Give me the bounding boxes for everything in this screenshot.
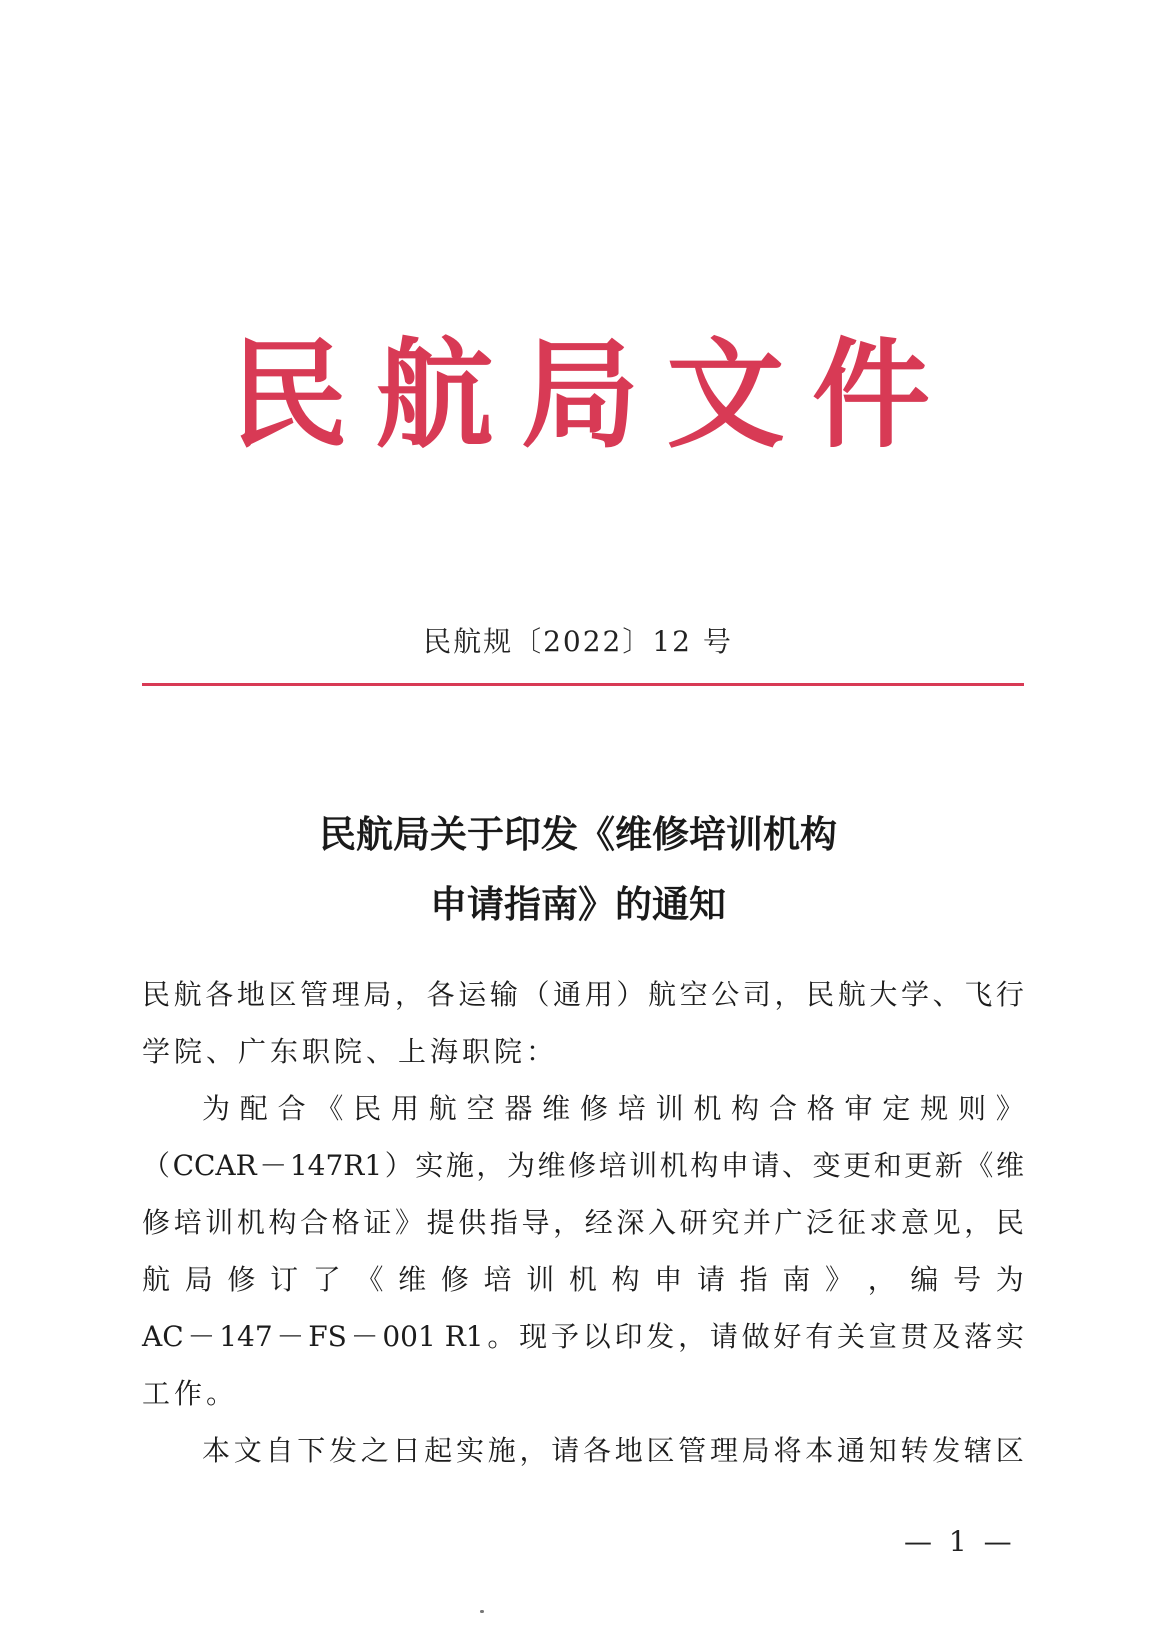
body-char: ，	[519, 1434, 548, 1467]
body-char: 指	[489, 1206, 518, 1239]
body-char: 为	[995, 1263, 1024, 1296]
body-char: 起	[424, 1434, 453, 1467]
body-char: 构	[268, 1206, 297, 1239]
body-char: 培	[483, 1263, 512, 1296]
body-char: 飞	[964, 978, 993, 1011]
body-char: ）	[616, 978, 645, 1011]
body-char: ，	[553, 1206, 582, 1239]
body-char: AC	[142, 1320, 184, 1353]
body-char: 训	[629, 1149, 658, 1182]
body-char: 印	[614, 1320, 643, 1353]
body-char: 》	[825, 1263, 854, 1296]
body-char: 发	[329, 1434, 358, 1467]
body-char: ，	[678, 1320, 707, 1353]
body-char: 维	[398, 1263, 427, 1296]
body-char: ，	[964, 1206, 993, 1239]
body-char: 入	[648, 1206, 677, 1239]
body-char: 文	[233, 1434, 262, 1467]
body-char: 修	[142, 1206, 171, 1239]
body-char: 培	[173, 1206, 202, 1239]
body-char: 请	[551, 1434, 580, 1467]
body-char: （	[142, 1149, 171, 1182]
body-char: 泛	[806, 1206, 835, 1239]
page-number: — 1 —	[904, 1525, 1016, 1558]
body-char: 实	[456, 1434, 485, 1467]
body-char: 导	[521, 1206, 550, 1239]
body-char: 为	[202, 1092, 231, 1125]
body-char: 、	[782, 1149, 811, 1182]
body-char: 大	[869, 978, 898, 1011]
body-char: 局	[363, 978, 392, 1011]
body-char: 下	[297, 1434, 326, 1467]
body-line	[142, 1203, 1024, 1243]
body-char: 编	[910, 1263, 939, 1296]
body-char: 构	[731, 1092, 760, 1125]
body-char: 局	[184, 1263, 213, 1296]
masthead-char: 局	[520, 326, 639, 464]
body-char: 民	[806, 978, 835, 1011]
body-line	[202, 1089, 1024, 1129]
body-char: 管	[678, 1434, 707, 1467]
body-char: 维	[542, 1092, 571, 1125]
body-char: 深	[616, 1206, 645, 1239]
notice-title	[0, 800, 1156, 940]
body-char: 训	[526, 1263, 555, 1296]
body-char: 审	[844, 1092, 873, 1125]
body-char: 机	[659, 1149, 688, 1182]
body-char: 训	[655, 1092, 684, 1125]
body-char: 器	[504, 1092, 533, 1125]
body-char: 请	[751, 1149, 780, 1182]
body-char: 发	[646, 1320, 675, 1353]
body-char: 广	[774, 1206, 803, 1239]
body-char: 提	[426, 1206, 455, 1239]
body-char: CCAR	[172, 1149, 257, 1182]
body-char: 合	[768, 1092, 797, 1125]
body-char: 做	[741, 1320, 770, 1353]
body-char: 实	[995, 1320, 1024, 1353]
body-char: ）	[384, 1149, 413, 1182]
body-char: 地	[236, 978, 265, 1011]
body-char: 请	[709, 1320, 738, 1353]
body-char: 各	[426, 978, 455, 1011]
body-char: 为	[506, 1149, 535, 1182]
body-char: 订	[270, 1263, 299, 1296]
body-char: 合	[277, 1092, 306, 1125]
body-line	[202, 1431, 1024, 1471]
body-char: 请	[696, 1263, 725, 1296]
body-char: 行	[995, 978, 1024, 1011]
body-char: ，	[395, 978, 424, 1011]
body-char: 》	[995, 1092, 1024, 1125]
body-char: 现	[519, 1320, 548, 1353]
masthead-char: 文	[666, 326, 785, 464]
body-line	[142, 1317, 1024, 1357]
body-char: 并	[742, 1206, 771, 1239]
body-char: 号	[953, 1263, 982, 1296]
body-char: 修	[227, 1263, 256, 1296]
body-char: 空	[466, 1092, 495, 1125]
body-char: 维	[537, 1149, 566, 1182]
body-char: 机	[693, 1092, 722, 1125]
body-char: 构	[690, 1149, 719, 1182]
body-line	[142, 1146, 1024, 1186]
body-char: 日	[392, 1434, 421, 1467]
body-char: 区	[995, 1434, 1024, 1467]
body-char: 管	[300, 978, 329, 1011]
body-char: 输	[489, 978, 518, 1011]
body-char: 知	[868, 1434, 897, 1467]
body-char: 本	[805, 1434, 834, 1467]
body-char: 配	[239, 1092, 268, 1125]
body-char: 航	[648, 978, 677, 1011]
body-char: 《	[355, 1263, 384, 1296]
body-char: 之	[360, 1434, 389, 1467]
body-char: 空	[679, 978, 708, 1011]
body-char: 究	[711, 1206, 740, 1239]
body-char: 了	[312, 1263, 341, 1296]
body-char: 民	[353, 1092, 382, 1125]
body-char: ，	[867, 1263, 896, 1296]
body-char: 001 R1	[382, 1320, 484, 1353]
body-char: 培	[617, 1092, 646, 1125]
masthead-char: 件	[811, 326, 930, 464]
body-char: 修	[568, 1149, 597, 1182]
body-char: 、	[932, 978, 961, 1011]
body-char: 航	[173, 978, 202, 1011]
body-char: 局	[741, 1434, 770, 1467]
body-char: 用	[584, 978, 613, 1011]
body-char: 运	[458, 978, 487, 1011]
body-char: 施	[487, 1434, 516, 1467]
body-line	[142, 1260, 1024, 1300]
body-char: 更	[904, 1149, 933, 1182]
body-char: 好	[773, 1320, 802, 1353]
body-char: 学	[901, 978, 930, 1011]
body-char: 训	[205, 1206, 234, 1239]
body-char: 地	[614, 1434, 643, 1467]
body-line: 工作。	[142, 1377, 239, 1410]
body-line: 学院、广东职院、上海职院：	[142, 1035, 559, 1068]
body-char: 申	[720, 1149, 749, 1182]
body-char: 指	[739, 1263, 768, 1296]
body-char: 予	[550, 1320, 579, 1353]
document-number: 民航规〔2022〕12 号	[423, 625, 733, 658]
body-char: 用	[390, 1092, 419, 1125]
body-char: 经	[584, 1206, 613, 1239]
title-line-1: 民航局关于印发《维修培训机构	[319, 813, 837, 856]
body-line	[142, 975, 1024, 1015]
body-char: ，	[476, 1149, 505, 1182]
body-char: 147R1	[289, 1149, 383, 1182]
body-char: 变	[812, 1149, 841, 1182]
body-char: 》	[395, 1206, 424, 1239]
red-divider-line	[142, 683, 1024, 686]
body-char: 司	[742, 978, 771, 1011]
body-char: （	[521, 978, 550, 1011]
body-char: 意	[901, 1206, 930, 1239]
body-char: 航	[837, 978, 866, 1011]
body-char: 将	[773, 1434, 802, 1467]
body-char: FS	[308, 1320, 347, 1353]
body-char: 自	[265, 1434, 294, 1467]
body-char: 及	[932, 1320, 961, 1353]
body-char: 供	[458, 1206, 487, 1239]
body-char: 《	[965, 1149, 994, 1182]
body-char: 施	[445, 1149, 474, 1182]
body-char: 理	[710, 1434, 739, 1467]
body-char: 更	[843, 1149, 872, 1182]
body-char: 公	[711, 978, 740, 1011]
body-char: 以	[582, 1320, 611, 1353]
body-char: 147	[219, 1320, 273, 1353]
body-char: 各	[205, 978, 234, 1011]
body-char: 申	[654, 1263, 683, 1296]
body-char: 有	[805, 1320, 834, 1353]
body-char: 通	[837, 1434, 866, 1467]
body-char: 航	[428, 1092, 457, 1125]
masthead-char: 航	[375, 326, 494, 464]
body-char: 民	[995, 1206, 1024, 1239]
body-char: 构	[611, 1263, 640, 1296]
notice-body	[142, 975, 1024, 1515]
body-char: 研	[679, 1206, 708, 1239]
body-char: 格	[806, 1092, 835, 1125]
body-char: 定	[882, 1092, 911, 1125]
body-char: 证	[363, 1206, 392, 1239]
body-char: 各	[583, 1434, 612, 1467]
body-char: 培	[598, 1149, 627, 1182]
body-char: 宣	[868, 1320, 897, 1353]
masthead-char: 民	[230, 326, 349, 464]
body-char: 实	[415, 1149, 444, 1182]
body-char: 通	[553, 978, 582, 1011]
body-char: 关	[836, 1320, 865, 1353]
body-char: 求	[869, 1206, 898, 1239]
body-char: ，	[774, 978, 803, 1011]
body-char: 维	[995, 1149, 1024, 1182]
body-char: －	[187, 1320, 216, 1353]
body-char: －	[350, 1320, 379, 1353]
body-char: 修	[579, 1092, 608, 1125]
body-char: －	[259, 1149, 288, 1182]
body-char: 新	[934, 1149, 963, 1182]
body-char: 。	[487, 1320, 516, 1353]
body-char: 合	[300, 1206, 329, 1239]
body-char: 区	[646, 1434, 675, 1467]
body-char: 民	[142, 978, 171, 1011]
scan-speck	[480, 1610, 484, 1613]
body-char: 航	[142, 1263, 171, 1296]
body-char: 和	[873, 1149, 902, 1182]
body-char: 贯	[900, 1320, 929, 1353]
body-char: 本	[202, 1434, 231, 1467]
masthead	[230, 326, 930, 464]
body-char: 规	[920, 1092, 949, 1125]
body-char: 区	[268, 978, 297, 1011]
body-char: 格	[331, 1206, 360, 1239]
title-line-2: 申请指南》的通知	[430, 883, 726, 926]
body-char: 发	[932, 1434, 961, 1467]
body-char: 辖	[964, 1434, 993, 1467]
body-char: 见	[932, 1206, 961, 1239]
body-char: 征	[837, 1206, 866, 1239]
body-char: 机	[236, 1206, 265, 1239]
body-char: －	[276, 1320, 305, 1353]
body-char: 落	[964, 1320, 993, 1353]
body-char: 则	[957, 1092, 986, 1125]
body-char: 机	[568, 1263, 597, 1296]
body-char: 理	[331, 978, 360, 1011]
body-char: 转	[900, 1434, 929, 1467]
body-char: 《	[315, 1092, 344, 1125]
body-char: 南	[782, 1263, 811, 1296]
body-char: 修	[440, 1263, 469, 1296]
